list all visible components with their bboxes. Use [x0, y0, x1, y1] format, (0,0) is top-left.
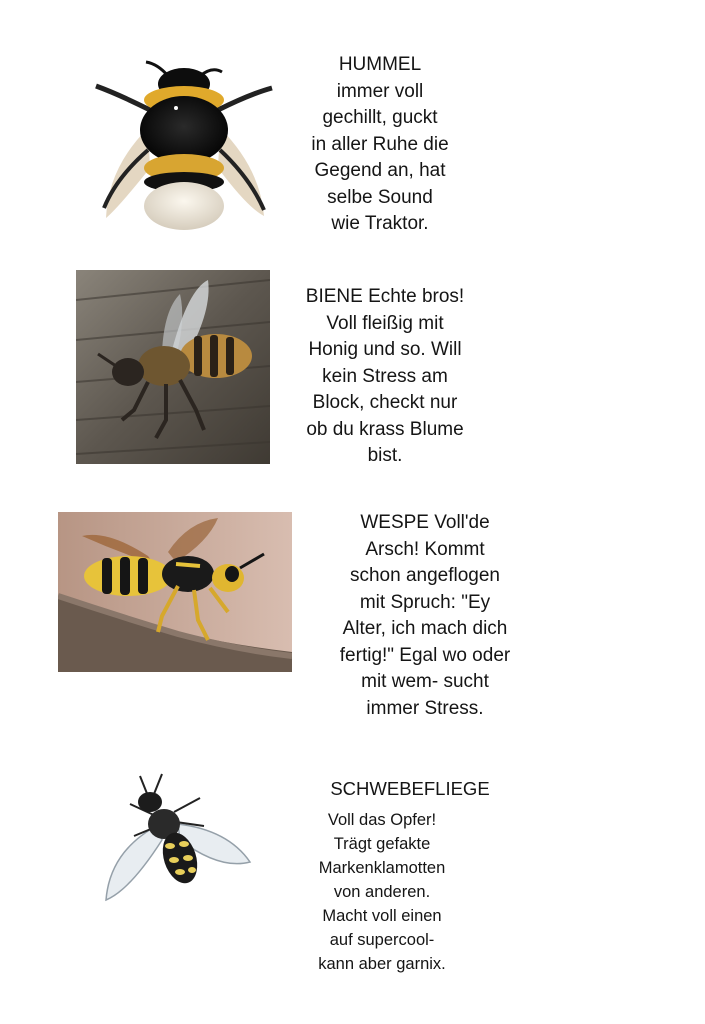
biene-description: BIENE Echte bros! Voll fleißig mit Honig und so. Will kein Stress am Block, checkt nur ob du krass Blume bist. — [305, 286, 465, 466]
hoverfly-image — [100, 770, 256, 910]
wespe-description: WESPE Voll'de Arsch! Kommt schon angeflogen mit Spruch: "Ey Alter, ich mach dich fertig!" Egal wo oder mit wem- sucht immer Stress. — [339, 512, 511, 719]
wasp-image — [58, 512, 292, 672]
schwebefliege-title: SCHWEBEFLIEGE — [330, 778, 490, 799]
wasp-photo — [58, 512, 292, 672]
hoverfly-icon — [100, 770, 256, 910]
honeybee-image — [76, 270, 270, 464]
schwebefliege-description: Voll das Opfer! Trägt gefakte Markenklamotten von anderen. Macht voll einen auf supercool- kann aber garnix. — [318, 811, 446, 973]
bumblebee-icon — [88, 58, 280, 238]
bumblebee-image — [88, 58, 280, 238]
honeybee-photo — [76, 270, 270, 464]
hummel-description: HUMMEL immer voll gechillt, guckt in aller Ruhe die Gegend an, hat selbe Sound wie Traktor. — [311, 54, 449, 234]
